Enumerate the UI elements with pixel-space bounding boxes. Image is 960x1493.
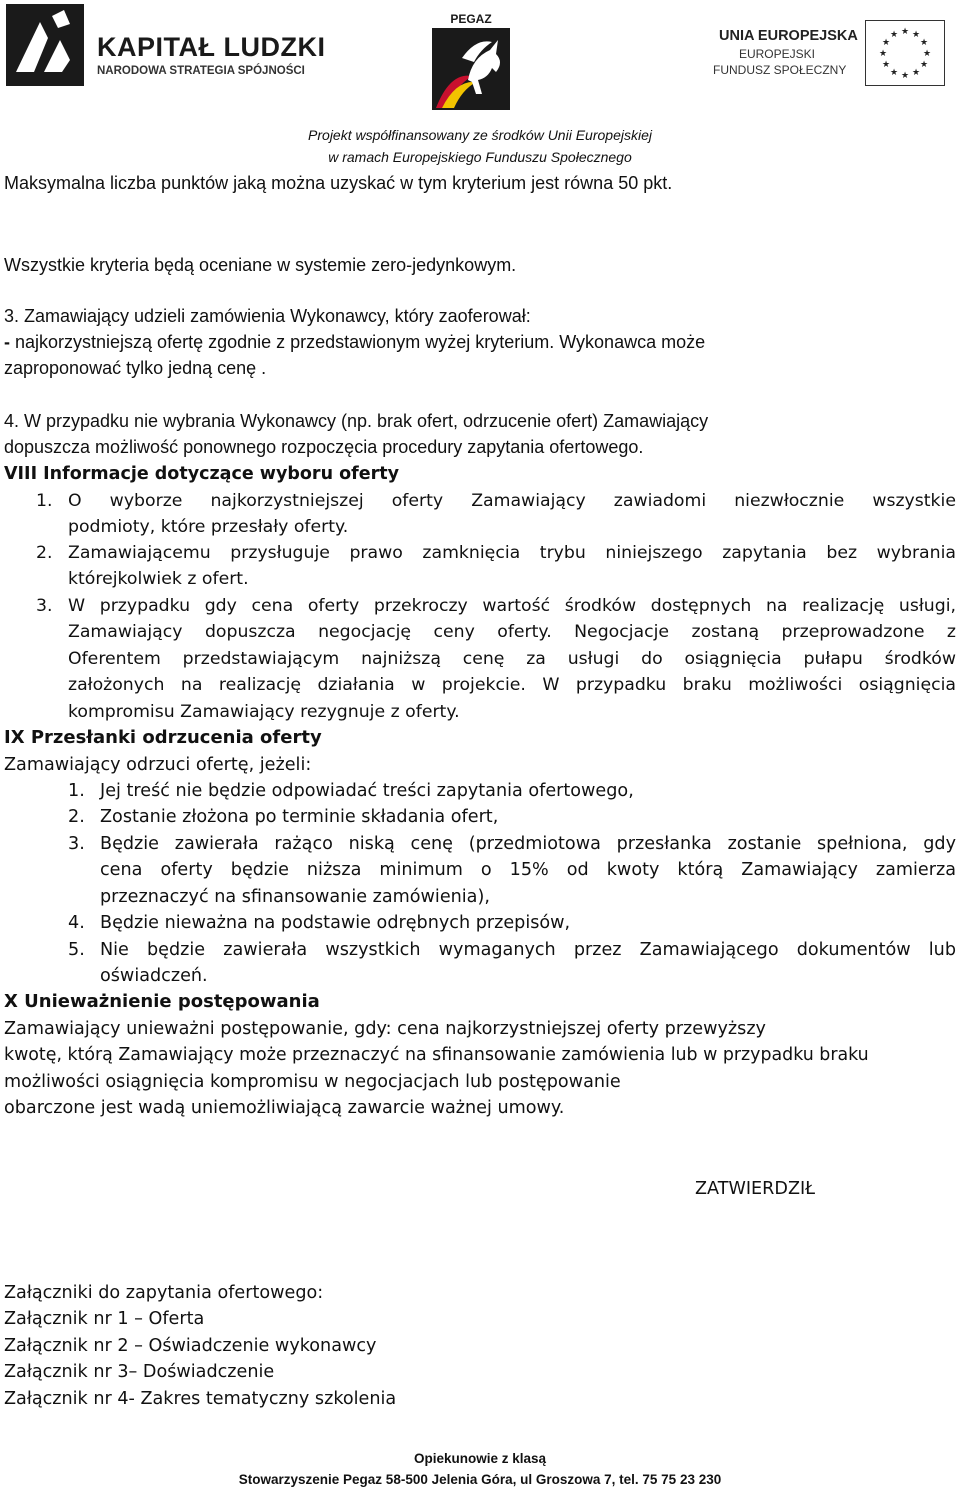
s9-item-1-text: Jej treść nie będzie odpowiadać treści zapytania ofertowego,	[100, 781, 634, 801]
s8-item-3-line-1: W przypadku gdy cena oferty przekroczy wartość środków dostępnych na realizację usługi,	[68, 596, 956, 616]
footer-line-2: Stowarzyszenie Pegaz 58-500 Jelenia Góra, ul Groszowa 7, tel. 75 75 23 230	[238, 1472, 722, 1487]
svg-text:★: ★	[919, 38, 929, 48]
point-3-line-3: zaproponować tylko jedną cenę .	[4, 358, 267, 378]
pegaz-logo	[432, 12, 510, 110]
point-4-line-1: 4. W przypadku nie wybrania Wykonawcy (np. brak ofert, odrzucenie ofert) Zamawiający	[4, 411, 709, 431]
point-4-line-2: dopuszcza możliwość ponownego rozpoczęcia procedury zapytania ofertowego.	[4, 437, 644, 457]
s8-item-3-line-3: Oferentem przedstawiającym najniższą cenę za usługi do osiągnięcia pułapu środków	[68, 649, 956, 669]
s8-item-3-line-5: kompromisu Zamawiający rezygnuje z oferty.	[68, 702, 460, 722]
kapital-ludzki-subtitle: NARODOWA STRATEGIA SPÓJNOŚCI	[97, 65, 305, 77]
s9-item-5-line-2: oświadczeń.	[100, 966, 208, 986]
svg-text:★: ★	[889, 30, 899, 40]
section-10-line-4: obarczone jest wadą uniemożliwiającą zawarcie ważnej umowy.	[4, 1098, 565, 1118]
eu-title: UNIA EUROPEJSKA	[719, 28, 858, 44]
criteria-zero-one-text: Wszystkie kryteria będą oceniane w systemie zero-jedynkowym.	[4, 255, 517, 275]
section-10-line-3: możliwości osiągnięcia kompromisu w negocjacjach lub postępowanie	[4, 1072, 621, 1092]
section-8-heading: VIII Informacje dotyczące wyboru oferty	[4, 464, 400, 484]
s8-item-3-number: 3.	[36, 596, 53, 616]
s8-item-1-line-1: O wyborze najkorzystniejszej oferty Zamawiający zawiadomi niezwłocznie wszystkie	[68, 491, 956, 511]
approved-label: ZATWIERDZIŁ	[695, 1179, 816, 1199]
max-points-text: Maksymalna liczba punktów jaką można uzyskać w tym kryterium jest równa 50 pkt.	[4, 173, 673, 193]
point-3-line-2-text: najkorzystniejszą ofertę zgodnie z przedstawionym wyżej kryterium. Wykonawca może	[10, 332, 706, 352]
s8-item-2-line-2: którejkolwiek z ofert.	[68, 569, 249, 589]
attachment-3: Załącznik nr 3– Doświadczenie	[4, 1362, 275, 1382]
section-9-intro: Zamawiający odrzuci ofertę, jeżeli:	[4, 755, 312, 775]
kapital-ludzki-logo	[4, 2, 326, 92]
s9-item-5-line-1: Nie będzie zawierała wszystkich wymaganych przez Zamawiającego dokumentów lub	[100, 940, 956, 960]
s9-item-3-line-2: cena oferty będzie niższa minimum o 15% od kwoty którą Zamawiający zamierza	[100, 860, 956, 880]
svg-text:★: ★	[900, 27, 910, 37]
s9-item-1-number: 1.	[68, 781, 85, 801]
section-10-heading: X Unieważnienie postępowania	[4, 991, 320, 1012]
svg-text:★: ★	[881, 60, 891, 70]
s9-item-3-line-1: Będzie zawierała rażąco niską cenę (przedmiotowa przesłanka zostanie spełniona, gdy	[100, 834, 956, 854]
s9-item-3-number: 3.	[68, 834, 85, 854]
svg-text:★: ★	[911, 68, 921, 78]
svg-text:★: ★	[922, 49, 932, 59]
pegasus-icon	[432, 28, 510, 110]
section-10-line-1: Zamawiający unieważni postępowanie, gdy: cena najkorzystniejszej oferty przewyższy	[4, 1019, 766, 1039]
project-cofinancing-line-1: Projekt współfinansowany ze środków Unii Europejskiej	[308, 127, 652, 143]
footer-line-1: Opiekunowie z klasą	[413, 1451, 547, 1466]
project-cofinancing-line-2: w ramach Europejskiego Funduszu Społecznego	[328, 149, 632, 165]
svg-text:★: ★	[911, 30, 921, 40]
attachment-2: Załącznik nr 2 – Oświadczenie wykonawcy	[4, 1336, 377, 1356]
s9-item-3-line-3: przeznaczyć na sfinansowanie zamówienia),	[100, 887, 490, 907]
section-10-line-2: kwotę, którą Zamawiający może przeznaczyć na sfinansowanie zamówienia lub w przypadku braku	[4, 1045, 869, 1065]
svg-text:★: ★	[919, 60, 929, 70]
point-3-dash: -	[4, 332, 10, 352]
s8-item-2-number: 2.	[36, 543, 53, 563]
s9-item-4-number: 4.	[68, 913, 85, 933]
s8-item-2-line-1: Zamawiającemu przysługuje prawo zamknięcia trybu niniejszego zapytania bez wybrania	[68, 543, 956, 563]
s8-item-1-number: 1.	[36, 491, 53, 511]
eu-logo	[713, 14, 953, 94]
pegaz-label: PEGAZ	[450, 12, 492, 26]
svg-text:★: ★	[878, 49, 888, 59]
s8-item-1-line-2: podmioty, które przesłały oferty.	[68, 517, 349, 537]
s8-item-3-line-2: Zamawiający dopuszcza negocjację ceny oferty. Negocjacje zostaną przeprowadzone z	[68, 622, 956, 642]
s9-item-2-number: 2.	[68, 807, 85, 827]
point-3-line-2	[4, 331, 705, 353]
kapital-ludzki-emblem-icon	[4, 2, 88, 90]
attachments-title: Załączniki do zapytania ofertowego:	[4, 1283, 324, 1303]
attachment-4: Załącznik nr 4- Zakres tematyczny szkolenia	[4, 1389, 397, 1409]
attachment-1: Załącznik nr 1 – Oferta	[4, 1309, 205, 1329]
kapital-ludzki-title: KAPITAŁ LUDZKI	[97, 32, 326, 62]
svg-text:★: ★	[889, 68, 899, 78]
eu-line-2: EUROPEJSKI	[738, 47, 815, 61]
s9-item-4-text: Będzie nieważna na podstawie odrębnych przepisów,	[100, 913, 571, 933]
s8-item-3-line-4: założonych na realizację działania w projekcie. W przypadku braku możliwości osiągnięcia	[68, 675, 956, 695]
point-3-line-1: 3. Zamawiający udzieli zamówienia Wykonawcy, który zaoferował:	[4, 306, 531, 326]
s9-item-2-text: Zostanie złożona po terminie składania ofert,	[100, 807, 499, 827]
section-9-heading: IX Przesłanki odrzucenia oferty	[4, 727, 322, 748]
eu-line-3: FUNDUSZ SPOŁECZNY	[713, 63, 847, 77]
svg-text:★: ★	[881, 38, 891, 48]
s9-item-5-number: 5.	[68, 940, 85, 960]
svg-text:★: ★	[900, 71, 910, 81]
eu-stars-flag-icon	[865, 20, 945, 86]
